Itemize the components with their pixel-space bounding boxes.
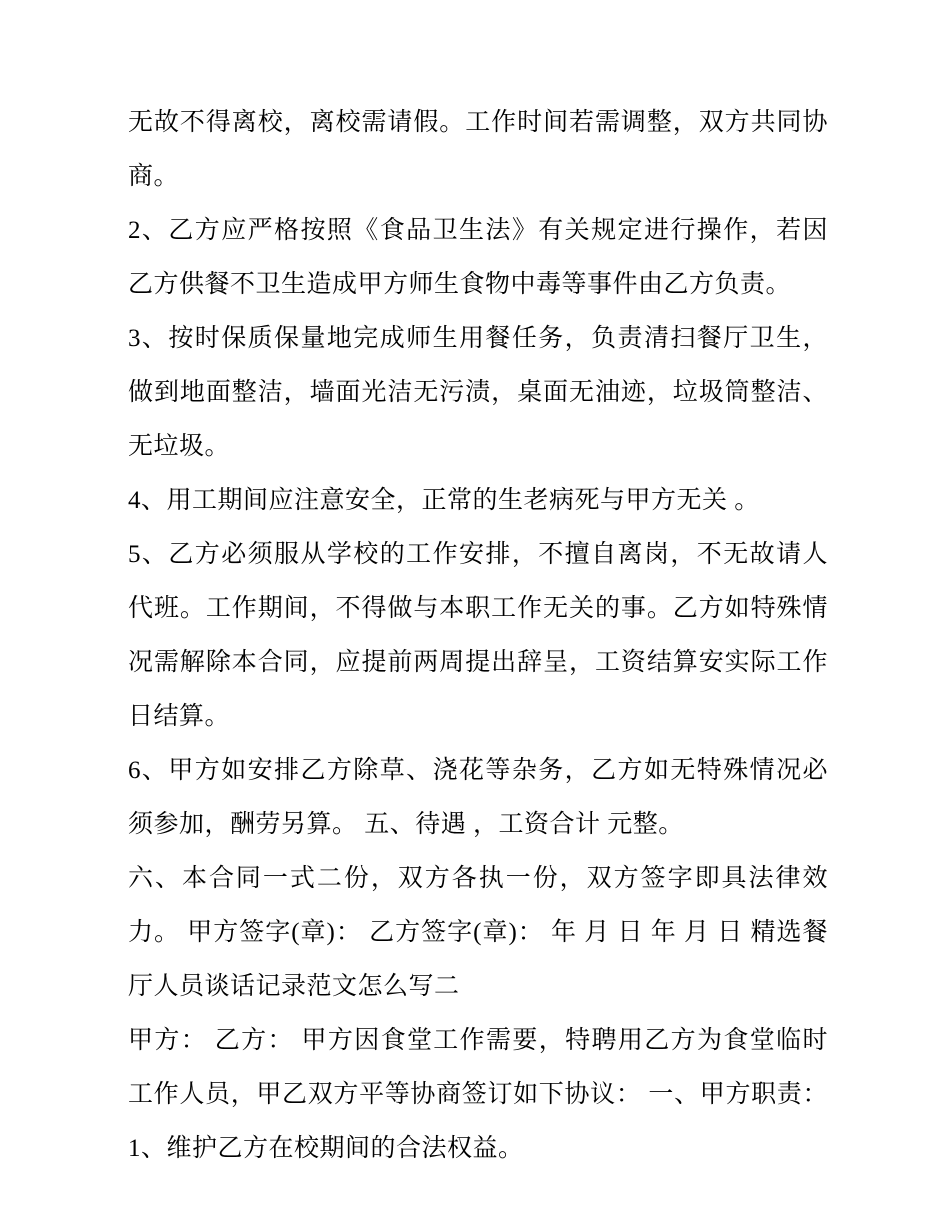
paragraph: 2、乙方应严格按照《食品卫生法》有关规定进行操作，若因乙方供餐不卫生造成甲方师生食物中毒等事件由乙方负责。 — [128, 217, 828, 298]
paragraph: 4、用工期间应注意安全，正常的生老病死与甲方无关 。 — [128, 487, 760, 514]
paragraph: 3、按时保质保量地完成师生用餐任务，负责清扫餐厅卫生，做到地面整洁，墙面光洁无污渍，桌面无油迹，垃圾筒整洁、无垃圾。 — [128, 325, 828, 460]
paragraph: 六、本合同一式二份，双方各执一份，双方签字即具法律效力。 甲方签字(章)： 乙方签字(章)： 年 月 日 年 月 日 精选餐厅人员谈话记录范文怎么写二 — [128, 865, 828, 1000]
paragraph: 甲方： 乙方： 甲方因食堂工作需要，特聘用乙方为食堂临时工作人员，甲乙双方平等协商签订如下协议： 一、甲方职责： 1、维护乙方在校期间的合法权益。 — [128, 1027, 828, 1162]
document-body — [128, 96, 828, 1176]
paragraph: 6、甲方如安排乙方除草、浇花等杂务，乙方如无特殊情况必须参加，酬劳另算。 五、待遇 ，工资合计 元整。 — [128, 757, 828, 838]
paragraph: 5、乙方必须服从学校的工作安排，不擅自离岗，不无故请人代班。工作期间，不得做与本职工作无关的事。乙方如特殊情况需解除本合同，应提前两周提出辞呈，工资结算安实际工作日结算。 — [128, 541, 828, 730]
paragraph: 无故不得离校，离校需请假。工作时间若需调整，双方共同协商。 — [128, 109, 828, 190]
